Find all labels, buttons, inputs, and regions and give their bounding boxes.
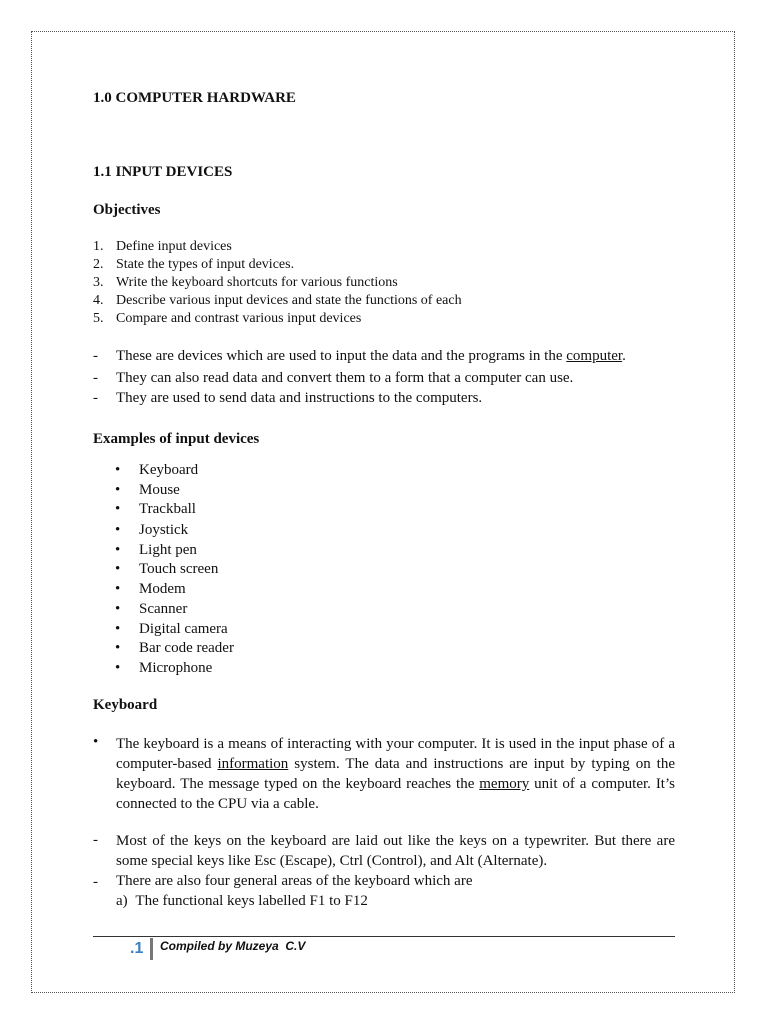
bullet-icon: • bbox=[115, 561, 121, 577]
keyboard-heading: Keyboard bbox=[93, 697, 158, 713]
computer-link[interactable]: computer bbox=[566, 348, 623, 364]
objectives-heading: Objectives bbox=[93, 202, 161, 218]
footer-divider bbox=[93, 936, 675, 937]
examples-heading: Examples of input devices bbox=[93, 431, 260, 447]
memory-link[interactable]: memory bbox=[479, 776, 530, 792]
bullet-icon: • bbox=[115, 501, 121, 517]
keyboard-areas-intro: There are also four general areas of the keyboard which are bbox=[116, 873, 473, 889]
dash-marker: - bbox=[93, 348, 98, 364]
bullet-icon: • bbox=[115, 621, 121, 637]
chapter-heading: 1.0 COMPUTER HARDWARE bbox=[93, 90, 296, 106]
bullet-icon: • bbox=[115, 601, 121, 617]
sub-list-item: a) The functional keys labelled F1 to F12 bbox=[116, 893, 368, 909]
footer-compiled-by: Compiled by Muzeya C.V bbox=[160, 939, 306, 953]
bullet-icon: • bbox=[115, 542, 121, 558]
dash-marker: - bbox=[93, 832, 98, 848]
bullet-icon: • bbox=[115, 660, 121, 676]
dash-marker: - bbox=[93, 874, 98, 890]
bullet-icon: • bbox=[93, 734, 99, 750]
section-heading: 1.1 INPUT DEVICES bbox=[93, 164, 233, 180]
information-link[interactable]: information bbox=[217, 756, 289, 772]
bullet-icon: • bbox=[115, 522, 121, 538]
dash-marker: - bbox=[93, 390, 98, 406]
bullet-icon: • bbox=[115, 462, 121, 478]
dash-marker: - bbox=[93, 370, 98, 386]
keys-layout-paragraph: Most of the keys on the keyboard are laid out like the keys on a typewriter. But there are some special keys like Esc (Escape), Ctrl (Control), and Alt (Alternate). bbox=[116, 833, 675, 869]
keyboard-paragraph: The keyboard is a means of interacting with your computer. It is used in the input phase of a computer-based information system. The data and instructions are input by typing on the keyboard. The message typed on the keyboard reaches the memory unit of a computer. It’s connected to the CPU via a cable. bbox=[116, 736, 675, 812]
bullet-icon: • bbox=[115, 482, 121, 498]
bullet-icon: • bbox=[115, 640, 121, 656]
page-number: .1 bbox=[130, 940, 144, 957]
bullet-icon: • bbox=[115, 581, 121, 597]
footer-separator bbox=[150, 938, 153, 960]
